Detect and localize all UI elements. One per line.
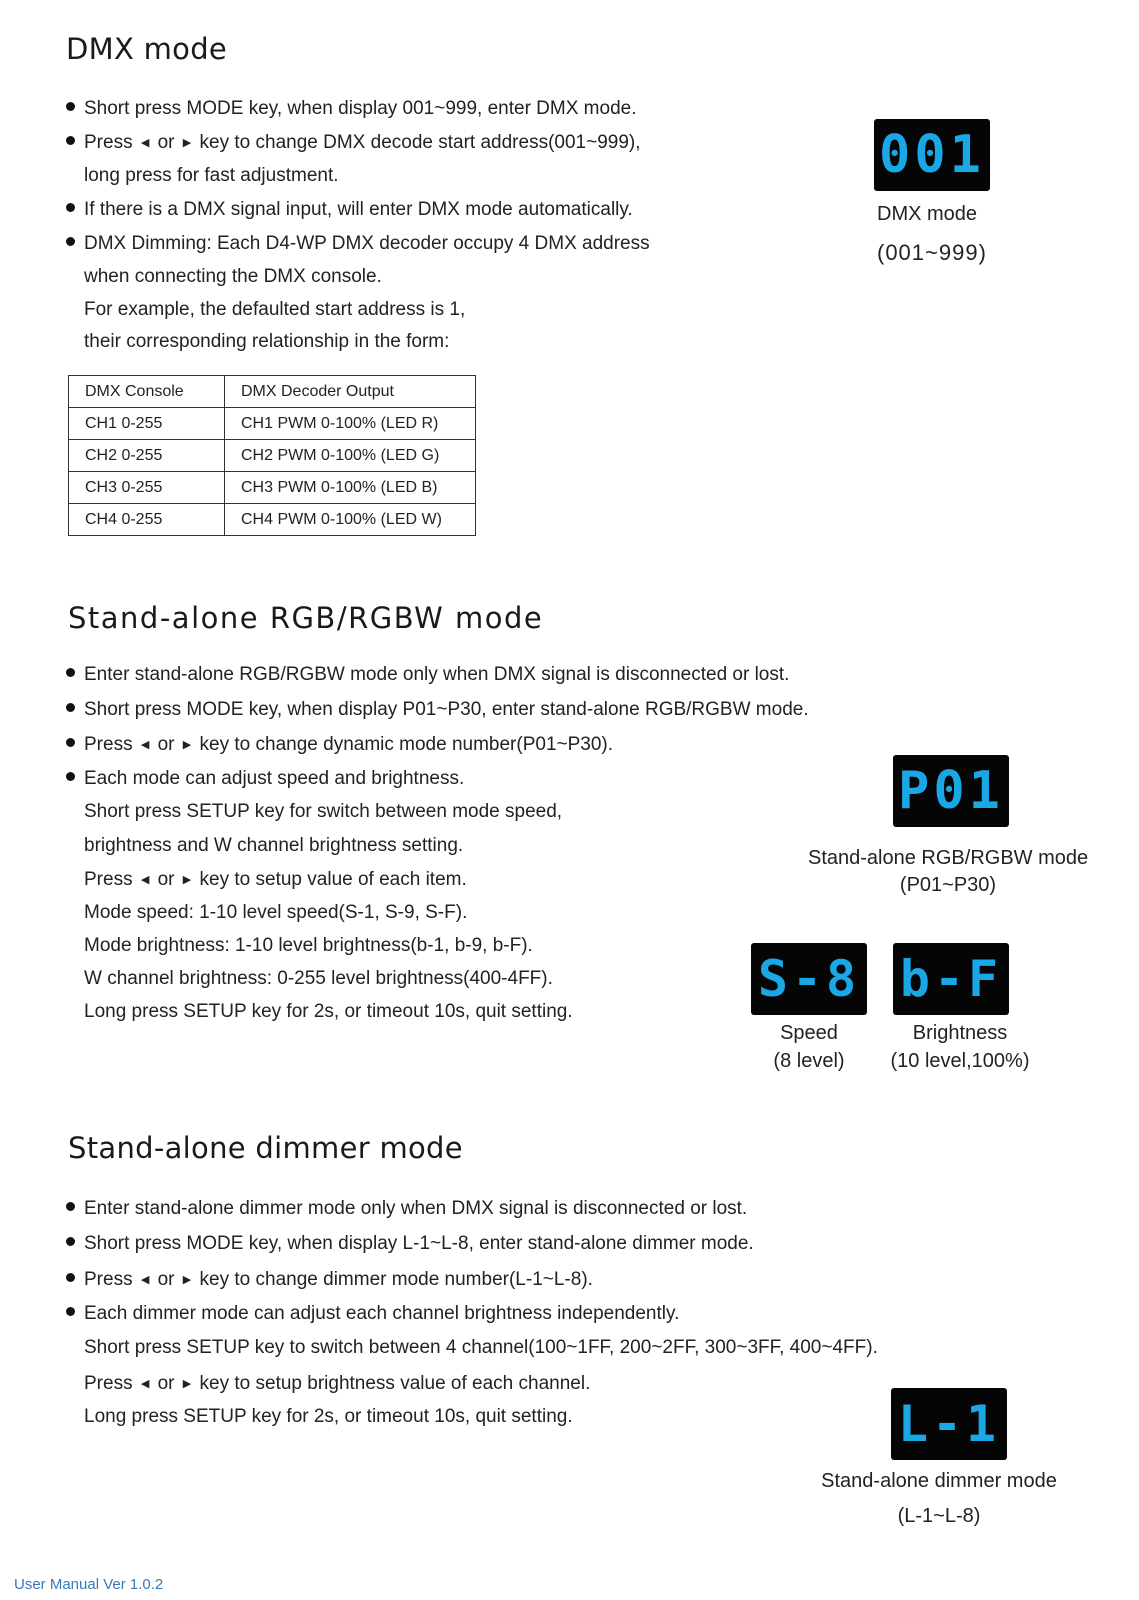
left-triangle-icon: ◀ bbox=[140, 1378, 150, 1390]
right-triangle-icon: ▶ bbox=[182, 739, 192, 751]
table-cell: CH4 0-255 bbox=[69, 504, 225, 536]
bullet-icon bbox=[66, 1202, 75, 1211]
table-cell: CH4 PWM 0-100% (LED W) bbox=[225, 504, 476, 536]
dimmer-caption-range: (L-1~L-8) bbox=[897, 1505, 981, 1527]
table-cell: CH3 0-255 bbox=[69, 472, 225, 504]
dmx-line-6: when connecting the DMX console. bbox=[84, 266, 382, 287]
table-cell: CH1 PWM 0-100% (LED R) bbox=[225, 408, 476, 440]
bullet-icon bbox=[66, 102, 75, 111]
dmx-title: DMX mode bbox=[66, 32, 228, 66]
dimmer-line-7: Long press SETUP key for 2s, or timeout 10s, quit setting. bbox=[84, 1406, 573, 1427]
rgb-line-1: Enter stand-alone RGB/RGBW mode only when DMX signal is disconnected or lost. bbox=[66, 663, 789, 687]
bullet-icon bbox=[66, 203, 75, 212]
dmx-line-8: their corresponding relationship in the form: bbox=[84, 331, 450, 352]
dimmer-lcd-display: L-1 bbox=[891, 1388, 1007, 1460]
bullet-icon bbox=[66, 237, 75, 246]
table-header: DMX Console bbox=[69, 376, 225, 408]
dmx-line-2: Press ◀ or ▶ key to change DMX decode start address(001~999), bbox=[66, 131, 641, 157]
dmx-line-1: Short press MODE key, when display 001~999, enter DMX mode. bbox=[66, 97, 637, 121]
rgb-line-11: Long press SETUP key for 2s, or timeout 10s, quit setting. bbox=[84, 1001, 573, 1022]
dimmer-line-4: Each dimmer mode can adjust each channel brightness independently. bbox=[66, 1302, 679, 1326]
bullet-icon bbox=[66, 1273, 75, 1282]
bullet-icon bbox=[66, 668, 75, 677]
left-triangle-icon: ◀ bbox=[140, 739, 150, 751]
rgb-title: Stand-alone RGB/RGBW mode bbox=[68, 601, 544, 635]
speed-caption: Speed bbox=[780, 1022, 838, 1044]
rgb-line-5: Short press SETUP key for switch between mode speed, bbox=[84, 801, 563, 822]
table-row bbox=[69, 440, 476, 472]
table-row bbox=[69, 472, 476, 504]
rgb-caption-range: (P01~P30) bbox=[899, 874, 997, 896]
bullet-icon bbox=[66, 1307, 75, 1316]
rgb-line-10: W channel brightness: 0-255 level brightness(400-4FF). bbox=[84, 968, 553, 989]
bullet-icon bbox=[66, 738, 75, 747]
dmx-caption: DMX mode bbox=[877, 203, 978, 225]
dimmer-line-2: Short press MODE key, when display L-1~L-8, enter stand-alone dimmer mode. bbox=[66, 1232, 754, 1256]
left-triangle-icon: ◀ bbox=[140, 1274, 150, 1286]
bullet-icon bbox=[66, 1237, 75, 1246]
table-header: DMX Decoder Output bbox=[225, 376, 476, 408]
rgb-line-8: Mode speed: 1-10 level speed(S-1, S-9, S-F). bbox=[84, 902, 468, 923]
table-row bbox=[69, 504, 476, 536]
dmx-lcd-display: 001 bbox=[874, 119, 990, 191]
rgb-line-7: Press ◀ or ▶ key to setup value of each item. bbox=[84, 869, 467, 890]
rgb-line-2: Short press MODE key, when display P01~P30, enter stand-alone RGB/RGBW mode. bbox=[66, 698, 809, 722]
rgb-line-6: brightness and W channel brightness setting. bbox=[84, 835, 464, 856]
dmx-line-7: For example, the defaulted start address is 1, bbox=[84, 299, 466, 320]
brightness-caption-level: (10 level,100%) bbox=[890, 1050, 1030, 1072]
bullet-icon bbox=[66, 703, 75, 712]
rgb-line-3: Press ◀ or ▶ key to change dynamic mode number(P01~P30). bbox=[66, 733, 613, 759]
right-triangle-icon: ▶ bbox=[182, 137, 192, 149]
speed-caption-level: (8 level) bbox=[773, 1050, 845, 1072]
table-cell: CH2 0-255 bbox=[69, 440, 225, 472]
dmx-caption-range: (001~999) bbox=[877, 240, 987, 265]
brightness-caption: Brightness bbox=[912, 1022, 1008, 1044]
right-triangle-icon: ▶ bbox=[182, 1378, 192, 1390]
table-cell: CH2 PWM 0-100% (LED G) bbox=[225, 440, 476, 472]
speed-lcd-display: S-8 bbox=[751, 943, 867, 1015]
brightness-lcd-display: b-F bbox=[893, 943, 1009, 1015]
table-cell: CH1 0-255 bbox=[69, 408, 225, 440]
dimmer-title: Stand-alone dimmer mode bbox=[68, 1131, 463, 1165]
table-header-row bbox=[69, 376, 476, 408]
bullet-icon bbox=[66, 136, 75, 145]
dimmer-line-1: Enter stand-alone dimmer mode only when DMX signal is disconnected or lost. bbox=[66, 1197, 747, 1221]
footer-version: User Manual Ver 1.0.2 bbox=[14, 1576, 164, 1593]
dmx-line-3: long press for fast adjustment. bbox=[84, 165, 339, 186]
rgb-line-4: Each mode can adjust speed and brightness. bbox=[66, 767, 464, 791]
dimmer-caption: Stand-alone dimmer mode bbox=[821, 1470, 1057, 1492]
dimmer-line-5: Short press SETUP key to switch between 4 channel(100~1FF, 200~2FF, 300~3FF, 400~4FF). bbox=[84, 1337, 878, 1358]
right-triangle-icon: ▶ bbox=[182, 1274, 192, 1286]
rgb-caption: Stand-alone RGB/RGBW mode bbox=[808, 847, 1089, 869]
dmx-line-5: DMX Dimming: Each D4-WP DMX decoder occupy 4 DMX address bbox=[66, 232, 650, 256]
dmx-table bbox=[68, 375, 476, 536]
left-triangle-icon: ◀ bbox=[140, 874, 150, 886]
rgb-lcd-display: P01 bbox=[893, 755, 1009, 827]
bullet-icon bbox=[66, 772, 75, 781]
table-row bbox=[69, 408, 476, 440]
right-triangle-icon: ▶ bbox=[182, 874, 192, 886]
left-triangle-icon: ◀ bbox=[140, 137, 150, 149]
rgb-line-9: Mode brightness: 1-10 level brightness(b-1, b-9, b-F). bbox=[84, 935, 533, 956]
dmx-line-4: If there is a DMX signal input, will enter DMX mode automatically. bbox=[66, 198, 633, 222]
dimmer-line-3: Press ◀ or ▶ key to change dimmer mode number(L-1~L-8). bbox=[66, 1268, 593, 1294]
dimmer-line-6: Press ◀ or ▶ key to setup brightness value of each channel. bbox=[84, 1373, 591, 1394]
table-cell: CH3 PWM 0-100% (LED B) bbox=[225, 472, 476, 504]
